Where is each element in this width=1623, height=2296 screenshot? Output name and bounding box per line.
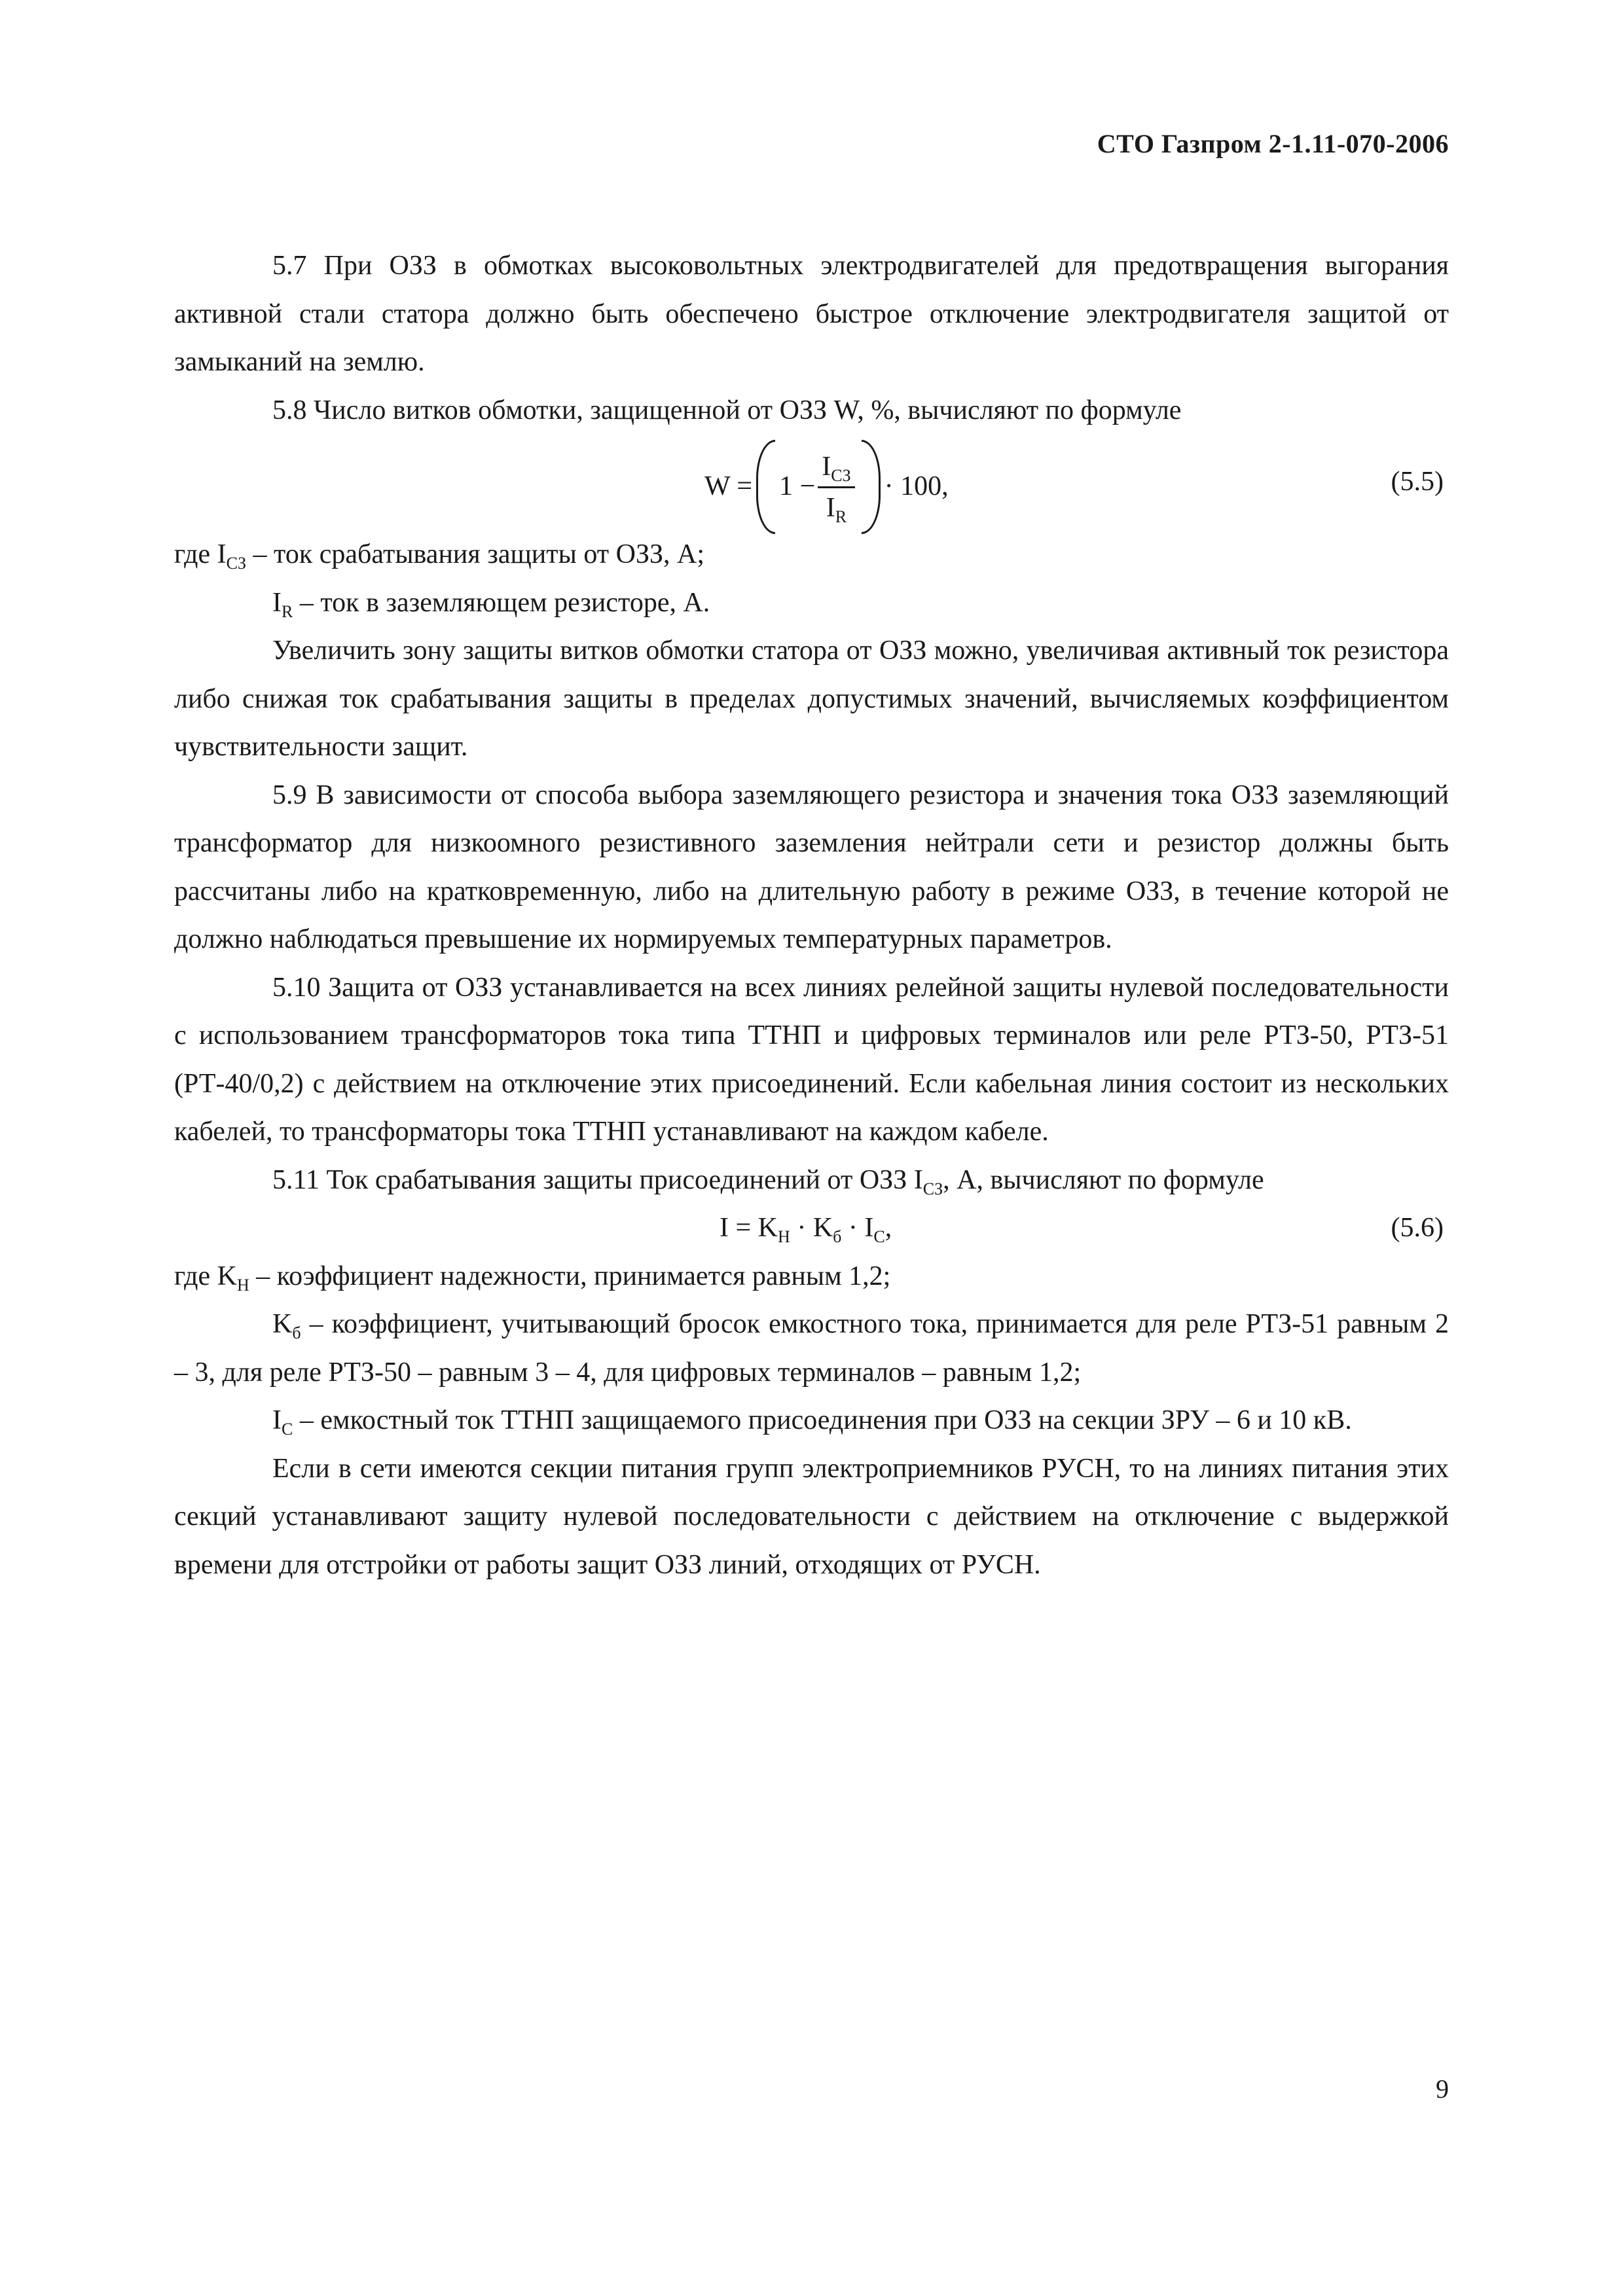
formula-5-5-expression: [704, 440, 949, 534]
where-ir-definition: $I_R$ – ток в заземляющем резисторе, А.: [272, 587, 710, 621]
formula-lhs: W =: [704, 471, 753, 502]
where-kb-definition: $K_б$ – коэффициент, учитывающий бросок емкостного тока, принимается для реле РТЗ-51 равным 2 – 3, для реле РТЗ-50 – равным 3 – 4, для цифровых терминалов – равным 1,2;: [174, 1309, 1449, 1388]
left-parenthesis: [756, 440, 775, 534]
paragraph-increase-zone: Увеличить зону защиты витков обмотки статора от ОЗЗ можно, увеличивая активный ток резистора либо снижая ток срабатывания защиты в пределах допустимых значений, вычисляемых коэффициентом чувствительности защит.: [174, 636, 1449, 762]
paragraph-5-7: 5.7 При ОЗЗ в обмотках высоковольтных электродвигателей для предотвращения выгорания активной стали статора должно быть обеспечено быстрое отключение электродвигателя защитой от замыканий на землю.: [174, 251, 1449, 377]
where-kn-definition: где $K_Н$ – коэффициент надежности, принимается равным 1,2;: [174, 1261, 891, 1295]
formula-tail: · 100,: [884, 471, 949, 502]
page-number: 9: [1436, 2074, 1449, 2104]
formula-5-6: [174, 1204, 1449, 1253]
paragraph-5-11: 5.11 Ток срабатывания защиты присоединений от ОЗЗ $I_{СЗ}$, А, вычисляют по формуле: [272, 1164, 1264, 1198]
page-body: [174, 242, 1449, 1589]
where-ic-definition: $I_С$ – емкостный ток ТТНП защищаемого присоединения при ОЗЗ на секции ЗРУ – 6 и 10 кВ.: [272, 1405, 1352, 1439]
formula-number-5-5: (5.5): [1391, 467, 1444, 497]
formula-number-5-6: (5.6): [1391, 1213, 1444, 1243]
formula-5-5-body: [704, 440, 949, 534]
fraction-numerator: $I_{СЗ}$: [818, 447, 854, 488]
paragraph-5-10: 5.10 Защита от ОЗЗ устанавливается на всех линиях релейной защиты нулевой последовательности с использованием трансформаторов тока типа ТТНП и цифровых терминалов или реле РТЗ-50, РТЗ-51 (РТ-40/0,2) с действием на отключение этих присоединений. Если кабельная линия состоит из нескольких кабелей, то трансформаторы тока ТТНП устанавливают на каждом кабеле.: [174, 972, 1449, 1147]
fraction: [818, 447, 854, 528]
fraction-denominator: $I_R$: [826, 492, 847, 526]
formula-one-minus: 1 −: [779, 471, 816, 502]
paragraph-5-8: 5.8 Число витков обмотки, защищенной от ОЗЗ W, %, вычисляют по формуле: [272, 395, 1182, 425]
paragraph-5-9: 5.9 В зависимости от способа выбора заземляющего резистора и значения тока ОЗЗ заземляющий трансформатор для низкоомного резистивного заземления нейтрали сети и резистор должны быть рассчитаны либо на кратковременную, либо на длительную работу в режиме ОЗЗ, в течение которой не должно наблюдаться превышение их нормируемых температурных параметров.: [174, 780, 1449, 954]
document-code-header: СТО Газпром 2-1.11-070-2006: [1097, 129, 1449, 158]
formula-5-6-expression: $I = K_Н \cdot K_б \cdot I_С$,: [720, 1213, 892, 1247]
where-ic3-definition: где $I_{СЗ}$ – ток срабатывания защиты от ОЗЗ, А;: [174, 539, 705, 573]
paragraph-rusn: Если в сети имеются секции питания групп электроприемников РУСН, то на линиях питания этих секций устанавливают защиту нулевой последовательности с действием на отключение с выдержкой времени для отстройки от работы защит ОЗЗ линий, отходящих от РУСН.: [174, 1453, 1449, 1580]
formula-5-5: [174, 435, 1449, 531]
right-parenthesis: [862, 440, 881, 534]
